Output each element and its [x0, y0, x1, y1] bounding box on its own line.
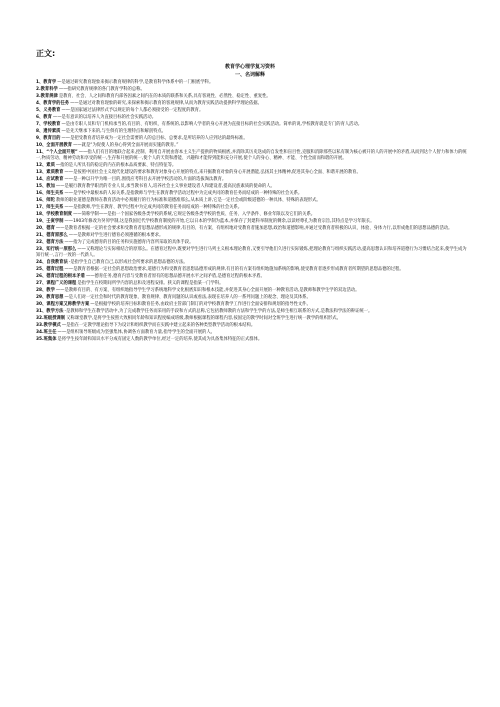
definition-term: 4、教育学的任务: [36, 101, 70, 106]
definition-text: 是指学生在校期间所学内容的总和及进程安排。狭义的课程是指某一门学科。: [77, 281, 224, 287]
definition-entry: [36, 177, 470, 183]
definition-term: 24、自我教育法: [36, 260, 68, 266]
definition-term: 15、教加: [36, 184, 55, 190]
definition-entry: [36, 316, 470, 322]
definition-entry: [36, 281, 470, 287]
definition-text: ——又称理论与实际相结合的原那么。在德育过程中,既要对学生进行马列主义根本理论教育,又要引导他们久进行实际锻炼,把理论教育与组织实践活动,提高思想认识和培养道德行为习惯结合起来,使学生成为知行统一,言行一致的一代新人。: [36, 247, 467, 259]
definition-text: ——是教师对学生进行德育必须遵循的根本要求。: [68, 233, 164, 239]
definition-entry: [36, 219, 470, 225]
definition-text: —是根据学校的培养目标和教育任务,由政府主管部门制订的对学校教育教学工作进行全面安排和规划的指导性文件。: [90, 302, 311, 308]
definition-term: 3.教育规律: [36, 94, 58, 99]
definition-text: ——指为了完成德育的目的任务和实施德育内容所采取的具体手段。: [64, 240, 194, 246]
definition-text: ——1903年修改为癸卯学制,这是我国近代学校教育制度的开始,它以日本的学制为蓝本,并保存了封建科举制度的剩余,以读经尊孔为教育宗旨,其特点是学习年限长。: [64, 219, 375, 225]
definition-entry: [36, 136, 470, 142]
definition-term: 13、素质教育: [36, 170, 64, 176]
definition-term: 7、学校教育: [36, 122, 61, 127]
definition-term: 33.教学模式: [36, 323, 61, 329]
definition-term: 18、学校教育制度: [36, 212, 73, 218]
definition-term: 16、师生关系: [36, 191, 64, 197]
definition-text: ——是把受教育者培养成为一定社会需要的人的总目标、总要求,是所培养的人应到达的最终标准。: [61, 136, 248, 141]
definition-entry: [36, 150, 470, 162]
definition-entry: [36, 191, 470, 197]
definition-term: 10、全面开展教育: [36, 143, 73, 148]
definition-term: 26、德育过程的根本矛盾: [36, 274, 85, 280]
definition-entry: [36, 205, 470, 211]
definition-entry: [36, 108, 470, 114]
definition-term: 34.班主任: [36, 330, 57, 336]
definition-term: 5、义务教育: [36, 108, 61, 113]
definition-text: ——是学校中最根本的人际关系,是指教师与学生在教育教学活动过程中为完成共同的教育任务而结成的一种特殊的社会关系。: [64, 191, 303, 197]
definition-text: ——是教师有目的、有方案、有组织地指导学生学习系统地科学文化根底知识和根本技能,并促进其身心全面开展的一种教育活动,是教师和教学生学的双边活动。: [55, 288, 360, 294]
definition-entry: [36, 163, 470, 169]
definition-text: ——是履行教育教学职责的专业人员,承当教书育人,培养社会主义事业建设者人和建设者,提高民族素质的使命的人。: [55, 184, 275, 190]
definition-entry: [36, 267, 470, 273]
definition-term: 25、德育过程: [36, 267, 64, 273]
definition-entry: [36, 170, 470, 176]
section-title: 一、名词解释: [234, 72, 265, 78]
definition-entry: [36, 233, 470, 239]
definition-entry: [36, 212, 470, 218]
definition-entry: [36, 80, 470, 86]
definition-text: 是将学生按年龄和知识水平分成有固定人数的教学单位,经过一定的培养,使其成为具备集体特征的正式群体。: [57, 337, 263, 343]
definition-text: ——德育任务,德育内容与受教育者原有的思想品德开展水平之间矛盾,是德育过程的根本矛盾。: [85, 274, 265, 280]
definition-entry: [36, 184, 470, 190]
definition-entry: [36, 247, 470, 259]
definition-entry: [36, 115, 470, 121]
definition-entry: [36, 198, 470, 204]
definition-text: —是由专职人员和专门机构承当的,有目的、有组织、有系统的,以影响人学者的身心开展为直接目标的社会实践活动。简单的说,学校教育就是专门的育人活动。: [61, 122, 363, 127]
definition-entry: [36, 94, 470, 100]
definition-entry: [36, 260, 470, 266]
definition-text: ——是教育者根据一定社会的思想政治要求,道德行为和受教育者思想品德形成的规律,有目的有方案有组织地施加系统的影响,使受教育者逐步形成教育者所期望的思想品德的过程。: [64, 267, 404, 273]
definition-entry: [36, 288, 470, 294]
definition-entry: [36, 129, 470, 135]
definition-entry: [36, 240, 470, 246]
definition-term: 16、师陀: [36, 198, 55, 204]
definition-term: 31、教学方法: [36, 309, 64, 315]
definition-text: -是教师和学生在教学活动中,为了完成教学任务而采用的手段和方式的总称,它包括教师教的方法和学生学的方法,是师生相互联系的方式,是教法和学法的辩证统一。: [64, 309, 373, 315]
definition-term: 11、“个人全面开展”: [36, 150, 78, 155]
definition-entry: [36, 101, 470, 107]
definition-text: ——指研究教育规律的各门教育学科的总称。: [58, 87, 145, 92]
definition-entry: [36, 226, 470, 232]
definition-entry: [36, 309, 470, 315]
definition-entry: [36, 337, 470, 343]
document-heading: 正文:: [36, 49, 56, 58]
definition-term: 14、应试教育: [36, 177, 64, 183]
definition-list: [36, 80, 470, 344]
definition-text: ——是指教师,学生在教育、教学过程中为完成共同的教育任务而结成的一种特殊的社会关系。: [64, 205, 243, 211]
definition-text: ——是教育者根据一定的社会要求和受教育者思想品德形成的规律,有目的、有方案、有组织地对受教育者施加思想,政治和道德影响,并通过受教育者积极的认识、体验、身体力行,以形成他们的思想品德的活动。: [55, 226, 453, 232]
definition-text: —是人们对一定社会和时代的教育现象、教育规律、教育问题的认识或看法,表现在培养人的一系列问题上的观念、理论及其体系。: [64, 295, 311, 301]
definition-entry: [36, 302, 470, 308]
definition-text: 是教育、社会、人之间和教育内部各因素之间内在的本质的联系和关系,具有客观性、必然性、稳定性、重复性。: [58, 94, 271, 99]
definition-term: 21、德育原那么: [36, 233, 68, 239]
definition-term: 35.班集体: [36, 337, 57, 343]
definition-term: 23、知行统一原那么: [36, 247, 77, 253]
definition-term: 2.教育科学: [36, 87, 58, 92]
definition-text: —指的是人所具有的稳定的内在的根本品质要素、特点特征等。: [55, 163, 177, 169]
definition-entry: [36, 323, 470, 329]
definition-text: ——是国家通过法律形式予以规定的每个人都必须接受的一定程度的教育。: [61, 108, 204, 113]
definition-text: ——指人们有目的地联合起来,控制、利用自开展由客本主义生产提供的物质根底,并消除其历史迭成的自发性和盲目性,克服和消除那些以私有制为核心被开的人的开展中的矛盾,从而到达个人智力和体力的统一,物质劳动、精神劳动和享受的统一,生存和开展的统一,使个人的天资和潜能、兴趣和才能得到能和充分开展,使个人的身心、精神、才能、个性全面而和谐的开展。: [36, 150, 467, 162]
definition-term: 19、壬寅学制: [36, 219, 64, 225]
definition-term: 1、教育学: [36, 80, 57, 85]
definition-term: 9、教育目的: [36, 136, 61, 141]
definition-text: ——简称学制——是指一个国家各级各类学校的系统,它规定各级各类学校的性质、任务、入学条件、修业年限以及它们的关系。: [73, 212, 316, 218]
definition-entry: [36, 295, 470, 301]
definition-term: 20、德育: [36, 226, 55, 232]
definition-term: 30、课程方案又称教学方案: [36, 302, 90, 308]
definition-text: ——是按照中国社会主义现代化建设的要求和教育对象身心开展的特点,来开掘教育对象的身心开展潜能,弘扬其主体精神,促进其身心全面、和谐开展的教育。: [64, 170, 361, 176]
definition-text: —是指在一定教学理论指导下为设计和组织教学而在实践中建立起来的各种类型教学活动的根本结构。: [61, 323, 256, 329]
document-title: 教育学心理学复习资料: [224, 64, 275, 70]
definition-term: 17、师生关系: [36, 205, 64, 211]
definition-entry: [36, 87, 470, 93]
definition-term: 6、教育: [36, 115, 52, 120]
definition-text: ——就是“为促使人的身心得到全面开展而实施的教育。”: [73, 143, 179, 148]
definition-text: 又称课堂教学,是将学生按照大致相同年龄和知识程度编成班级,教师根据课程的课程内容,按固定的教学时间对全班学生进行统一教学的组织形式。: [66, 316, 341, 322]
definition-term: 29、教育思想: [36, 295, 64, 301]
definition-term: 12、素质: [36, 163, 55, 169]
definition-text: ——是通过对教育现象的研究,来探索和揭示教育的客观规律,从而为教育实践活动提供科学理论依据。: [70, 101, 262, 106]
definition-term: 32.班级授课制: [36, 316, 66, 322]
definition-text: —是通过研究教育现象来揭示教育规律的科学,是教育科学体系中的一门根底学科。: [57, 80, 214, 85]
definition-entry: [36, 274, 470, 280]
definition-text: ——是组织领导班级成为坚强集体,协调各方面教育力量,指导学生的全面开展的人。: [57, 330, 215, 336]
definition-entry: [36, 143, 470, 149]
definition-entry: [36, 122, 470, 128]
definition-text: -是指学生自己教育自己,以形成社会所要求的思想品德的方法。: [68, 260, 188, 266]
definition-entry: [36, 330, 470, 336]
definition-text: ——是一种以升学为唯一目的,围绕应考科目去开展学校活动的,片面的选拔淘汰教育。: [64, 177, 227, 183]
definition-term: 8、遗传素质: [36, 129, 61, 134]
definition-text: ——是有意识的以培养人为直接目标的社会实践活动。: [52, 115, 157, 120]
definition-text: —是先天继承下来的,与生俱有的生理特点和解剖特点。: [61, 129, 166, 134]
definition-text: 教师的职业道德是教师在教育活动中必须履行的行为标准和道德准那么,从本质上讲,它是一定社会或阶级道德的一种具体、特殊的表现形式。: [55, 198, 321, 204]
definition-term: 27、课程广义的课程: [36, 281, 77, 287]
definition-term: 22、德育方法: [36, 240, 64, 246]
definition-term: 28、教学: [36, 288, 55, 294]
